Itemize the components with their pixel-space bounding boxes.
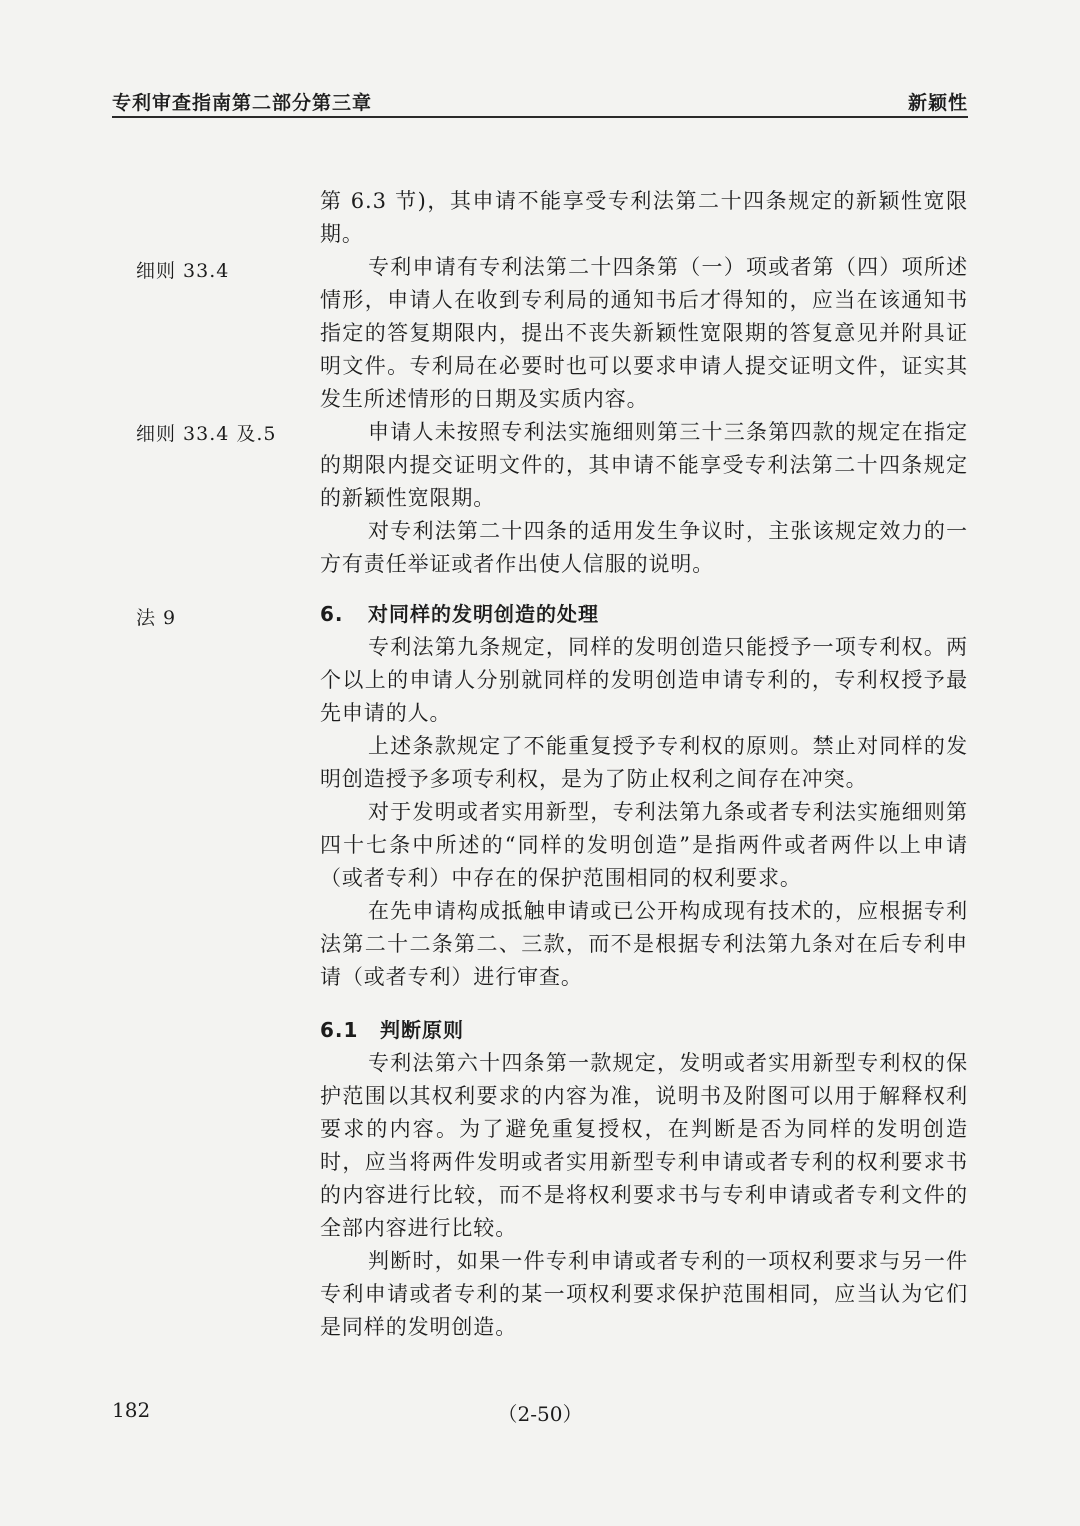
subsection-title: 判断原则 <box>380 1018 464 1042</box>
margin-note-law-9: 法 9 <box>136 607 177 629</box>
margin-note-rule-33-4: 细则 33.4 <box>136 260 230 282</box>
text-block-grace-period <box>320 185 968 581</box>
paragraph-same-invention: 对于发明或者实用新型，专利法第九条或者专利法实施细则第四十七条中所述的“同样的发明创造”是指两件或者两件以上申请（或者专利）中存在的保护范围相同的权利要求。 <box>320 800 968 890</box>
section-number: 6. <box>320 602 344 626</box>
section-heading-6 <box>320 598 968 631</box>
section-6 <box>320 598 968 994</box>
paragraph-dispute: 对专利法第二十四条的适用发生争议时，主张该规定效力的一方有责任举证或者作出使人信服的说明。 <box>320 519 968 576</box>
section-heading-6-1 <box>320 1014 968 1047</box>
paragraph-prior-application: 在先申请构成抵触申请或已公开构成现有技术的，应根据专利法第二十二条第二、三款，而不是根据专利法第九条对在后专利申请（或者专利）进行审查。 <box>320 899 968 989</box>
running-header <box>112 88 968 118</box>
margin-note-rule-33-4-5: 细则 33.4 及.5 <box>136 423 277 445</box>
subsection-number: 6.1 <box>320 1018 359 1042</box>
paragraph-law-64: 专利法第六十四条第一款规定，发明或者实用新型专利权的保护范围以其权利要求的内容为准，说明书及附图可以用于解释权利要求的内容。为了避免重复授权，在判断是否为同样的发明创造时，应当将两件发明或者实用新型专利申请或者专利的权利要求书的内容进行比较，而不是将权利要求书与专利申请或者专利文件的全部内容进行比较。 <box>320 1051 968 1240</box>
section-title: 对同样的发明创造的处理 <box>368 602 599 626</box>
paragraph-law-9: 专利法第九条规定，同样的发明创造只能授予一项专利权。两个以上的申请人分别就同样的发明创造申请专利的，专利权授予最先申请的人。 <box>320 635 968 725</box>
paragraph-judgment: 判断时，如果一件专利申请或者专利的一项权利要求与另一件专利申请或者专利的某一项权利要求保护范围相同，应当认为它们是同样的发明创造。 <box>320 1249 968 1339</box>
header-chapter-title: 专利审查指南第二部分第三章 <box>112 92 373 114</box>
header-section-title: 新颖性 <box>907 92 968 114</box>
paragraph-continuation: 第 6.3 节)，其申请不能享受专利法第二十四条规定的新颖性宽限期。 <box>320 189 968 246</box>
section-6-1 <box>320 1014 968 1344</box>
page-number: 182 <box>112 1398 151 1422</box>
paragraph-rule-33-4: 专利申请有专利法第二十四条第（一）项或者第（四）项所述情形，申请人在收到专利局的通知书后才得知的，应当在该通知书指定的答复期限内，提出不丧失新颖性宽限期的答复意见并附具证明文件。专利局在必要时也可以要求申请人提交证明文件，证实其发生所述情形的日期及实质内容。 <box>320 255 968 411</box>
paragraph-rule-33-4-5: 申请人未按照专利法实施细则第三十三条第四款的规定在指定的期限内提交证明文件的，其申请不能享受专利法第二十四条规定的新颖性宽限期。 <box>320 420 968 510</box>
section-page-number: （2-50） <box>497 1402 583 1426</box>
paragraph-principle: 上述条款规定了不能重复授予专利权的原则。禁止对同样的发明创造授予多项专利权，是为了防止权利之间存在冲突。 <box>320 734 968 791</box>
